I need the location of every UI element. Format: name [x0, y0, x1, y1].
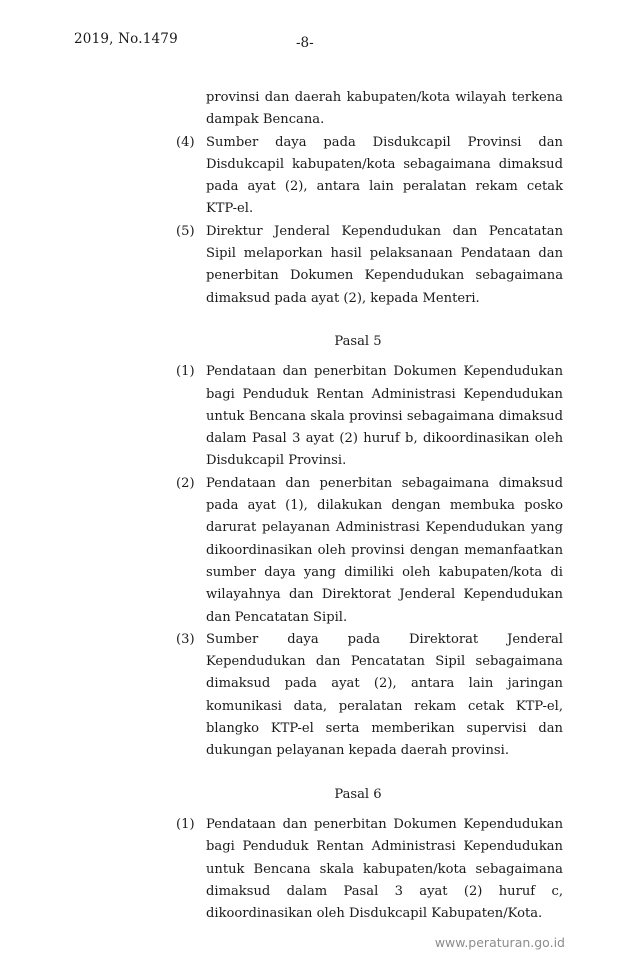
page-number: -8- [296, 35, 314, 51]
document-reference: 2019, No.1479 [74, 31, 178, 47]
item-text: Pendataan dan penerbitan sebagaimana dimaksud pada ayat (1), dilakukan dengan membuka posko darurat pelayanan Administrasi Kependudukan yang dikoordinasikan oleh provinsi dengan memanfaatkan sumber daya yang dimiliki oleh kabupaten/kota di wilayahnya dan Direktorat Jenderal Kependudukan dan Pencatatan Sipil. [206, 475, 563, 625]
item-number: (2) [176, 475, 195, 491]
item-number: (1) [176, 816, 195, 832]
section-heading-pasal-6 [0, 784, 638, 806]
item-number: (3) [176, 631, 195, 647]
list-item [176, 629, 563, 763]
section-heading-pasal-5 [0, 331, 638, 353]
item-number: (1) [176, 364, 195, 380]
document-body [0, 87, 638, 925]
item-number: (4) [176, 134, 195, 150]
item-text: Sumber daya pada Disdukcapil Provinsi dan Disdukcapil kabupaten/kota sebagaimana dimaksud pada ayat (2), antara lain peralatan rekam cetak KTP-el. [206, 134, 563, 217]
continuation-paragraph: provinsi dan daerah kabupaten/kota wilayah terkena dampak Bencana. [206, 90, 563, 128]
list-item [176, 473, 563, 629]
list-item [176, 221, 563, 310]
item-text: Pendataan dan penerbitan Dokumen Kependudukan bagi Penduduk Rentan Administrasi Kependudukan untuk Bencana skala kabupaten/kota sebagaimana dimaksud dalam Pasal 3 ayat (2) huruf c, dikoordinasikan oleh Disdukcapil Kabupaten/Kota. [206, 816, 563, 922]
section-title: Pasal 6 [334, 786, 382, 802]
website-footer: www.peraturan.go.id [434, 935, 565, 950]
item-text: Pendataan dan penerbitan Dokumen Kependudukan bagi Penduduk Rentan Administrasi Kependudukan untuk Bencana skala provinsi sebagaimana dimaksud dalam Pasal 3 ayat (2) huruf b, dikoordinasikan oleh Disdukcapil Provinsi. [206, 364, 563, 469]
item-text: Sumber daya pada Direktorat Jenderal Kependudukan dan Pencatatan Sipil sebagaimana dimaksud pada ayat (2), antara lain jaringan komunikasi data, peralatan rekam cetak KTP-el, blangko KTP-el serta memberikan supervisi dan dukungan pelayanan kepada daerah provinsi. [206, 631, 563, 759]
list-item [176, 361, 563, 472]
item-text: Direktur Jenderal Kependudukan dan Pencatatan Sipil melaporkan hasil pelaksanaan Pendataan dan penerbitan Dokumen Kependudukan sebagaimana dimaksud pada ayat (2), kepada Menteri. [206, 223, 563, 306]
section-title: Pasal 5 [334, 333, 382, 349]
item-number: (5) [176, 223, 195, 239]
list-item [176, 132, 563, 221]
list-item [176, 814, 563, 925]
